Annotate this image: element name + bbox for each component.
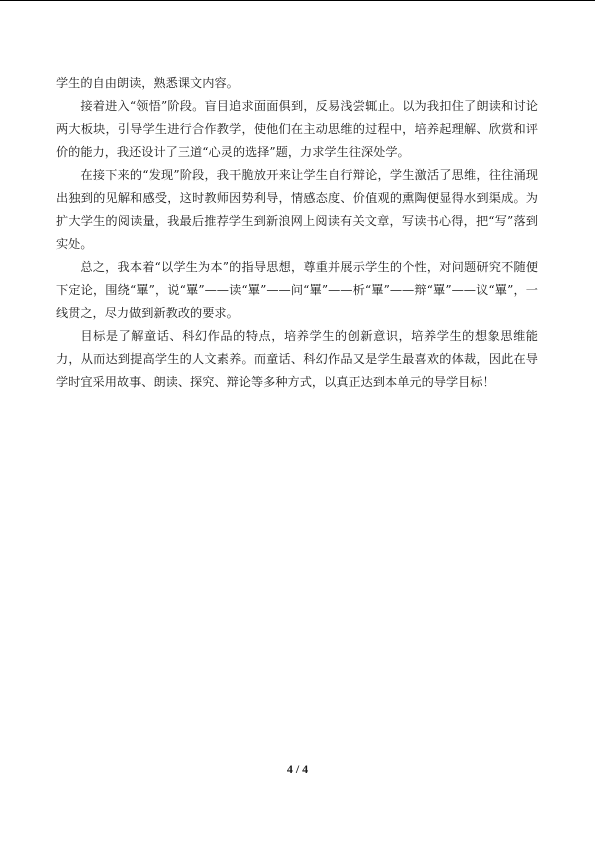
paragraph-goals: 目标是了解童话、科幻作品的特点，培养学生的创新意识，培养学生的想象思维能力，从而达到提高学生的人文素养。而童话、科幻作品又是学生最喜欢的体裁，因此在导学时宜采用故事、朗读、探究、辩论等多种方式，以真正达到本单元的导学目标！ (56, 329, 538, 389)
paragraph-continuation: 学生的自由朗读，熟悉课文内容。 (56, 76, 239, 90)
paragraph-discovery-stage: 在接下来的“发现”阶段，我干脆放开来让学生自行辩论，学生激活了思维，往往涌现出独到的见解和感受，这时教师因势利导，情感态度、价值观的熏陶便显得水到渠成。为扩大学生的阅读量，我最后推荐学生到新浪网上阅读有关文章，写读书心得，把“写”落到实处。 (56, 168, 538, 251)
document-body (56, 72, 538, 394)
paragraph-summary: 总之，我本着“以学生为本”的指导思想，尊重并展示学生的个性，对问题研究不随便下定论，围绕“罼”，说“罼”——读“罼”——问“罼”——析“罼”——辩“罼”——议“罼”，一线贯之，尽力做到新教改的要求。 (56, 260, 538, 320)
paragraph-comprehension-stage: 接着进入“领悟”阶段。盲目追求面面俱到，反易浅尝辄止。以为我扣住了朗读和讨论两大板块，引导学生进行合作教学，使他们在主动思维的过程中，培养起理解、欣赏和评价的能力，我还设计了三道“心灵的选择”题，力求学生往深处学。 (56, 99, 538, 159)
header-rule (0, 0, 595, 1)
page-number: 4 / 4 (286, 762, 309, 776)
